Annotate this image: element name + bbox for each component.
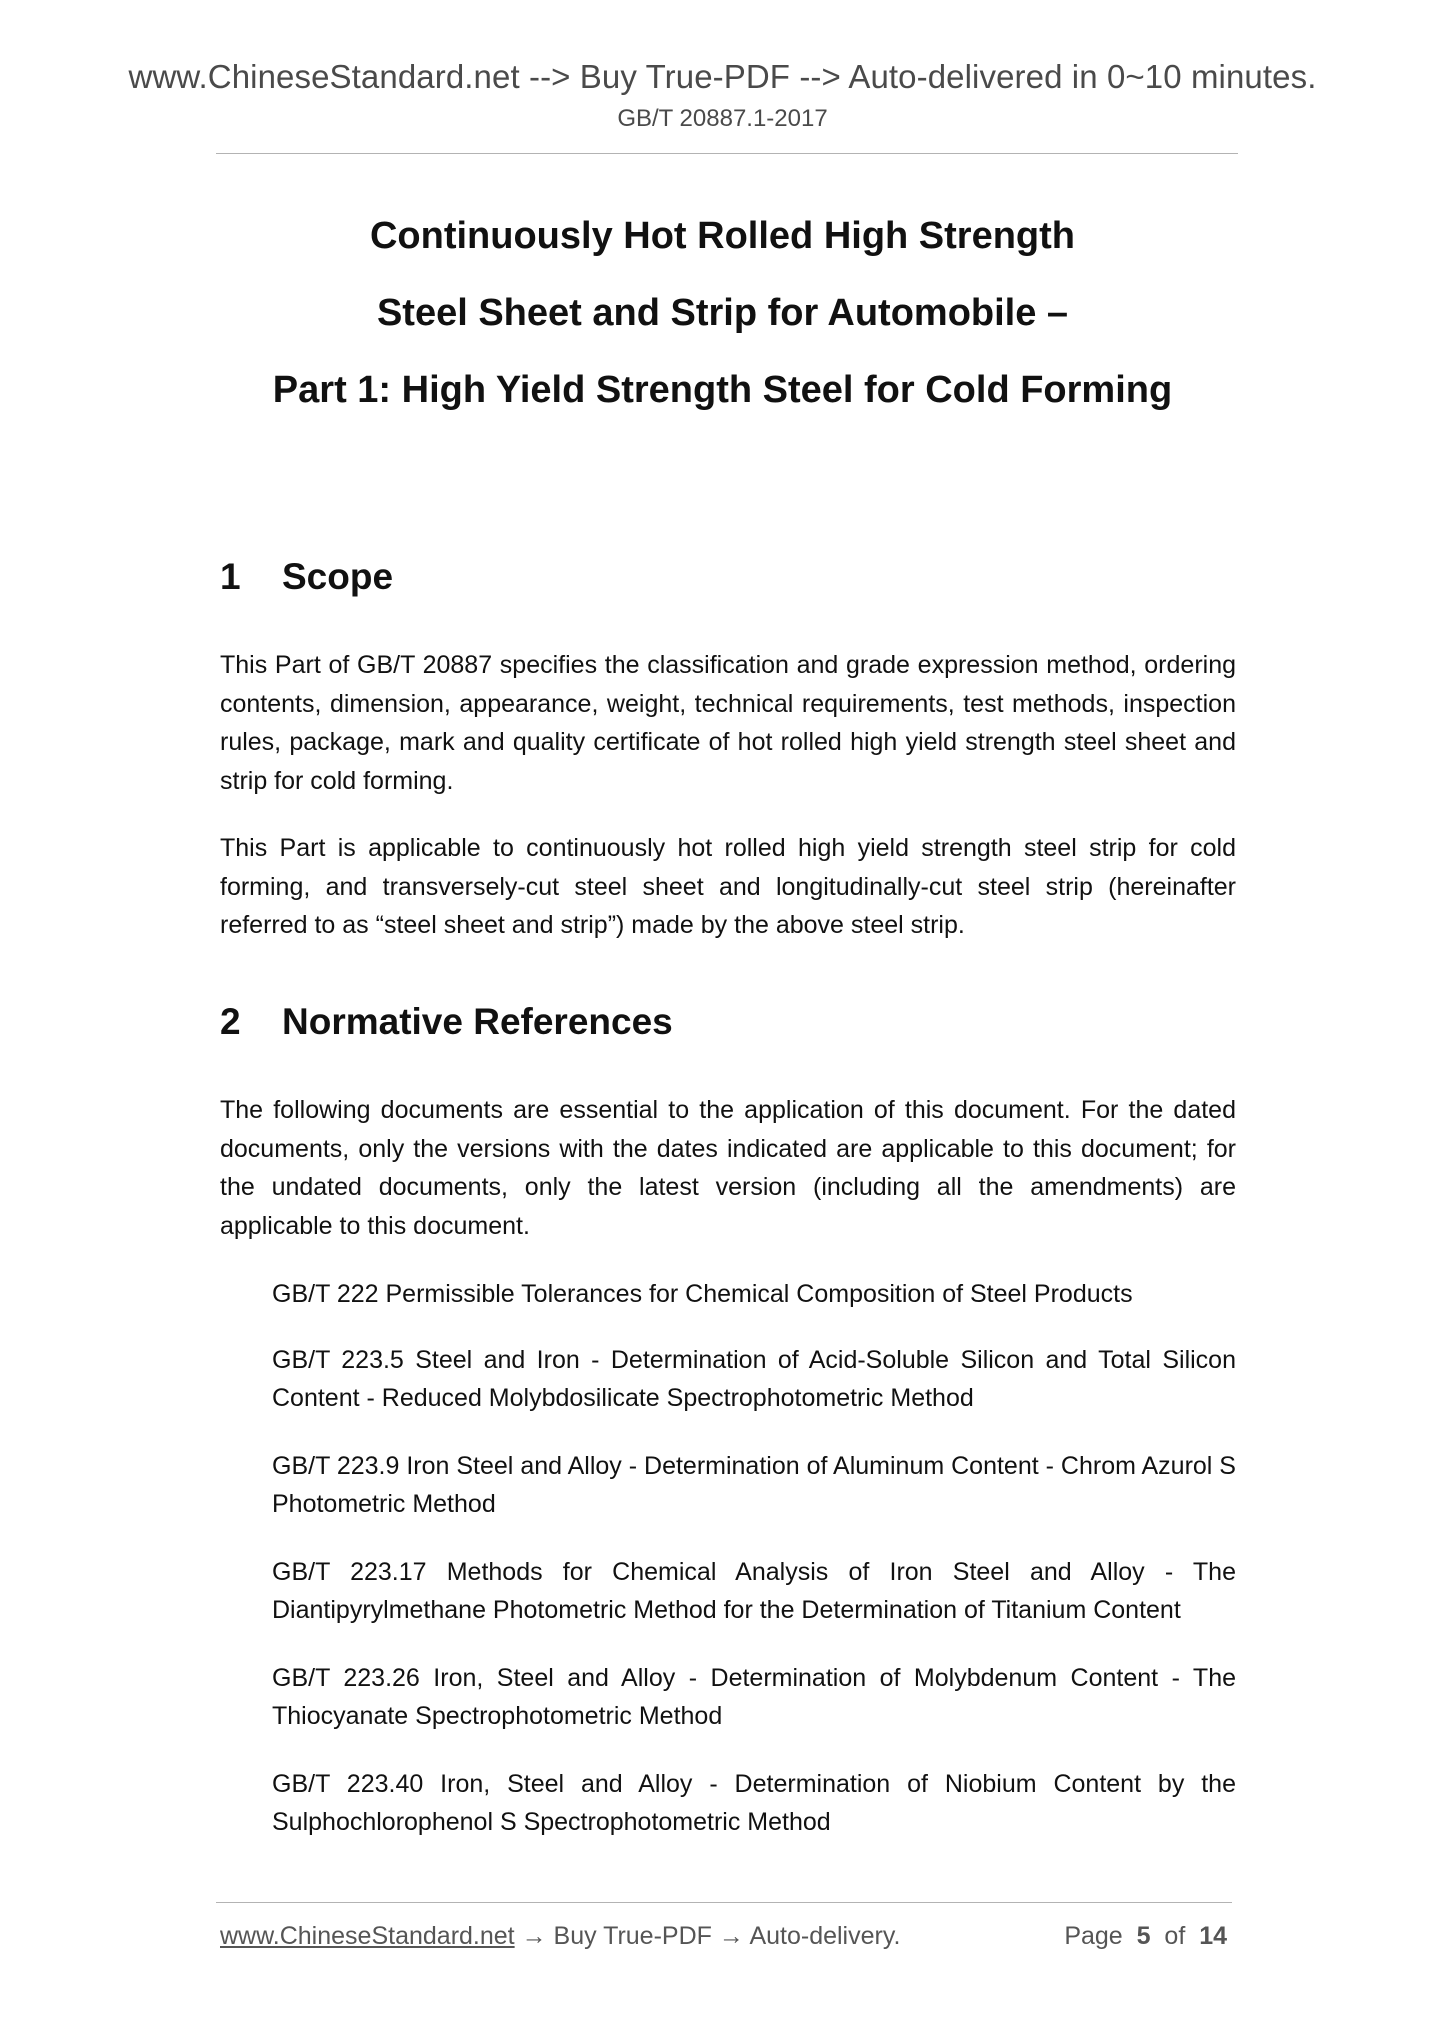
page-label: Page <box>1064 1922 1123 1950</box>
document-title-line-3: Part 1: High Yield Strength Steel for Cold Forming <box>272 369 1173 411</box>
header-banner: www.ChineseStandard.net --> Buy True-PDF --> Auto-delivered in 0~10 minutes. <box>128 58 1317 95</box>
reference-item: GB/T 223.9 Iron Steel and Alloy - Determination of Aluminum Content - Chrom Azurol S Photometric Method <box>272 1452 1236 1518</box>
page-of-label: of <box>1164 1922 1186 1950</box>
reference-item: GB/T 223.5 Steel and Iron - Determination of Acid-Soluble Silicon and Total Silicon Content - Reduced Molybdosilicate Spectrophotometric Method <box>272 1346 1236 1412</box>
reference-item: GB/T 223.40 Iron, Steel and Alloy - Determination of Niobium Content by the Sulphochlorophenol S Spectrophotometric Method <box>272 1770 1236 1836</box>
document-title-line-2: Steel Sheet and Strip for Automobile – <box>376 292 1069 334</box>
page-total: 14 <box>1199 1922 1227 1950</box>
section-1-title: Scope <box>282 556 394 597</box>
section-2-heading <box>220 1001 673 1043</box>
section-1-number: 1 <box>220 556 241 597</box>
page-indicator <box>1064 1922 1227 1951</box>
section-1-heading <box>220 556 393 598</box>
footer-promo <box>220 1922 900 1951</box>
references-intro-paragraph: The following documents are essential to the application of this document. For the dated documents, only the versions with the dates indicated are applicable to this document; for the undated documents, only the latest version (including all the amendments) are applicable to this document. <box>220 1096 1236 1240</box>
reference-item: GB/T 223.17 Methods for Chemical Analysis of Iron Steel and Alloy - The Diantipyrylmethane Photometric Method for the Determination of Titanium Content <box>272 1558 1236 1624</box>
arrow-right-icon: → <box>521 1922 547 1950</box>
section-2-number: 2 <box>220 1001 241 1042</box>
footer-divider <box>216 1902 1232 1903</box>
scope-paragraph-2: This Part is applicable to continuously hot rolled high yield strength steel strip for cold forming, and transversely-cut steel sheet and longitudinally-cut steel strip (hereinafter referred to as “steel sheet and strip”) made by the above steel strip. <box>220 834 1236 939</box>
footer-site-link[interactable]: www.ChineseStandard.net <box>220 1922 515 1950</box>
footer-delivery-text: Auto-delivery. <box>749 1922 901 1950</box>
footer-buy-text: Buy True-PDF <box>553 1922 712 1950</box>
header-divider <box>216 153 1238 154</box>
document-title-line-1: Continuously Hot Rolled High Strength <box>369 215 1076 257</box>
arrow-right-icon: → <box>718 1922 744 1950</box>
header-doc-number: GB/T 20887.1-2017 <box>617 105 828 132</box>
reference-item: GB/T 223.26 Iron, Steel and Alloy - Determination of Molybdenum Content - The Thiocyanate Spectrophotometric Method <box>272 1664 1236 1730</box>
page-number: 5 <box>1136 1922 1151 1950</box>
scope-paragraph-1: This Part of GB/T 20887 specifies the classification and grade expression method, ordering contents, dimension, appearance, weight, technical requirements, test methods, inspection rules, package, mark and quality certificate of hot rolled high yield strength steel sheet and strip for cold forming. <box>220 651 1236 795</box>
reference-item: GB/T 222 Permissible Tolerances for Chemical Composition of Steel Products <box>272 1280 1133 1308</box>
section-2-title: Normative References <box>282 1001 673 1042</box>
